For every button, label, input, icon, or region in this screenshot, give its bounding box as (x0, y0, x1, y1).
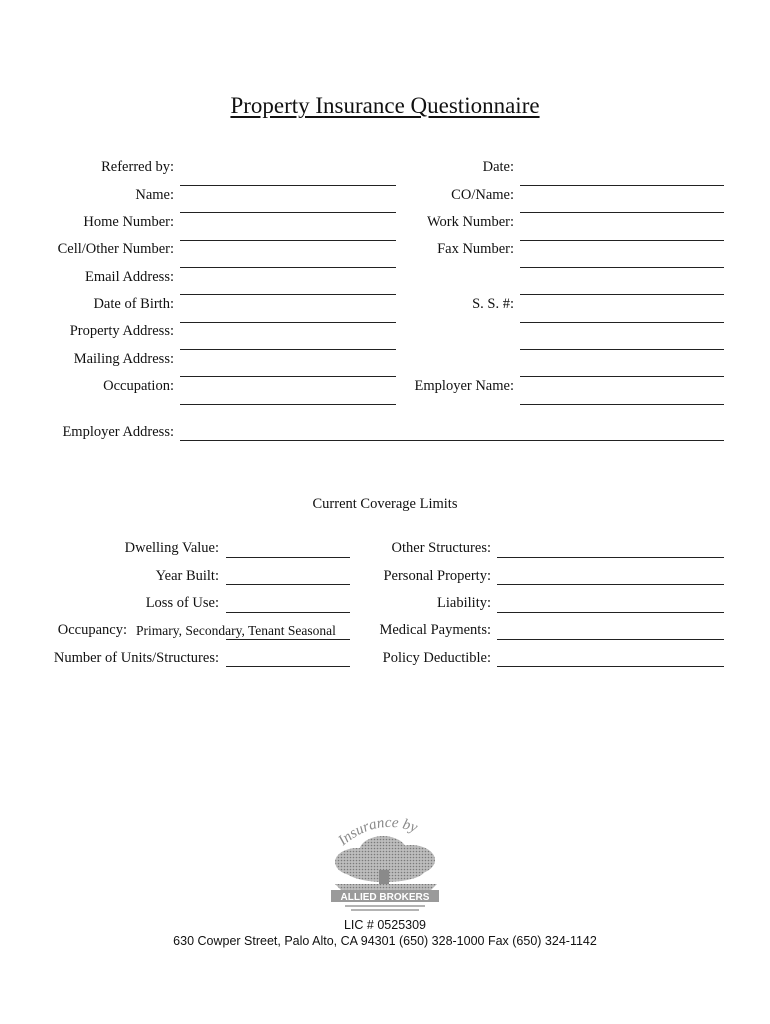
personal-property-field[interactable] (497, 584, 724, 585)
dob-label: Date of Birth: (93, 296, 174, 312)
liability-label: Liability: (437, 595, 491, 611)
referred-by-field[interactable] (180, 185, 396, 186)
mailing-address-field[interactable] (180, 376, 396, 377)
work-number-field[interactable] (520, 240, 724, 241)
loss-of-use-field[interactable] (226, 612, 350, 613)
employer-address-field[interactable] (180, 440, 724, 441)
occupation-field[interactable] (180, 404, 396, 405)
units-field[interactable] (226, 666, 350, 667)
co-name-label: CO/Name: (451, 187, 514, 203)
name-field[interactable] (180, 212, 396, 213)
policy-deductible-field[interactable] (497, 666, 724, 667)
logo-stripes (345, 906, 425, 910)
ssn-field[interactable] (520, 322, 724, 323)
date-field[interactable] (520, 185, 724, 186)
cell-number-field[interactable] (180, 267, 396, 268)
fax-number-label: Fax Number: (437, 241, 514, 257)
other-structures-label: Other Structures: (391, 540, 491, 556)
dwelling-value-field[interactable] (226, 557, 350, 558)
co-name-field[interactable] (520, 212, 724, 213)
work-number-label: Work Number: (426, 214, 514, 230)
medical-payments-label: Medical Payments: (379, 622, 491, 638)
personal-property-label: Personal Property: (383, 568, 491, 584)
occupation-label: Occupation: (103, 378, 174, 394)
email-label: Email Address: (84, 269, 174, 285)
property-address-label: Property Address: (69, 323, 174, 339)
date-label: Date: (482, 159, 514, 175)
dwelling-value-label: Dwelling Value: (124, 540, 219, 556)
other-structures-field[interactable] (497, 557, 724, 558)
dob-field[interactable] (180, 322, 396, 323)
logo-brand-text: ALLIED BROKERS (340, 892, 430, 903)
cell-number-label: Cell/Other Number: (57, 241, 174, 257)
liability-field[interactable] (497, 612, 724, 613)
property-address-field[interactable] (180, 349, 396, 350)
page-title: Property Insurance Questionnaire (230, 93, 540, 118)
license-number: LIC # 0525309 (343, 918, 426, 932)
occupancy-label: Occupancy: (57, 622, 127, 638)
loss-of-use-label: Loss of Use: (145, 595, 219, 611)
logo-arc-text: Insurance by (335, 814, 420, 850)
occupancy-field[interactable] (226, 639, 350, 640)
occupancy-options: Primary, Secondary, Tenant Seasonal (136, 623, 336, 638)
ssn-label: S. S. #: (472, 296, 514, 312)
name-label: Name: (135, 187, 174, 203)
allied-brokers-logo (325, 808, 445, 918)
email-field[interactable] (180, 294, 396, 295)
referred-by-label: Referred by: (101, 159, 174, 175)
mailing-address-label: Mailing Address: (73, 351, 174, 367)
year-built-label: Year Built: (155, 568, 219, 584)
employer-name-field[interactable] (520, 404, 724, 405)
policy-deductible-label: Policy Deductible: (382, 650, 491, 666)
fax-number-field[interactable] (520, 267, 724, 268)
company-address: 630 Cowper Street, Palo Alto, CA 94301 (650) 328-1000 Fax (650) 324-1142 (173, 934, 597, 948)
medical-payments-field[interactable] (497, 639, 724, 640)
ssn-extra-field[interactable] (520, 349, 724, 350)
home-number-label: Home Number: (83, 214, 174, 230)
fax-number-extra-field[interactable] (520, 294, 724, 295)
units-label: Number of Units/Structures: (53, 650, 219, 666)
year-built-field[interactable] (226, 584, 350, 585)
right-extra-field[interactable] (520, 376, 724, 377)
coverage-heading: Current Coverage Limits (312, 496, 458, 512)
employer-address-label: Employer Address: (62, 424, 174, 440)
home-number-field[interactable] (180, 240, 396, 241)
employer-name-label: Employer Name: (414, 378, 514, 394)
